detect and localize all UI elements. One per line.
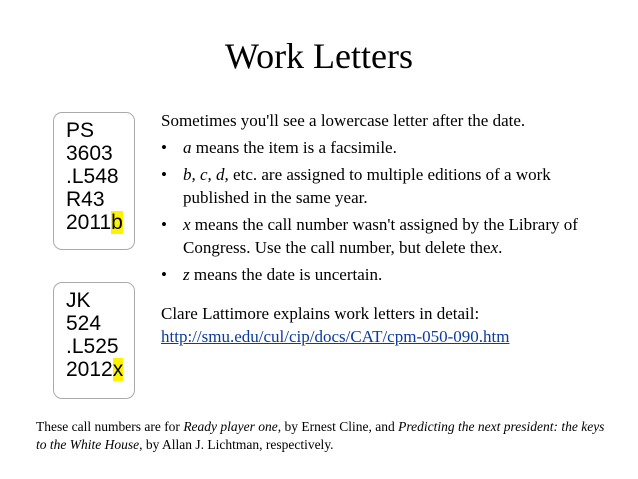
call-number-line: .L525 (66, 335, 119, 358)
call-number-date-line (66, 358, 134, 381)
bullet-text: means the call number wasn't assigned by the Library of Congress. Use the call number, but delete the (183, 215, 578, 257)
footnote-title-1: Ready player one (183, 419, 278, 434)
bullet-text: etc. are assigned to multiple editions of a work published in the same year. (183, 165, 551, 207)
call-number-date: 2012 (66, 358, 113, 381)
call-number-date: 2011 (66, 211, 112, 234)
call-number-line: 524 (66, 312, 102, 335)
call-number-line: 3603 (66, 142, 113, 165)
call-number-label-2 (53, 282, 135, 399)
explain-paragraph (161, 302, 621, 348)
footnote-text: , by Allan J. Lichtman, respectively. (139, 437, 334, 452)
call-number-line: PS (66, 119, 95, 142)
bullet-lead: z (183, 265, 190, 284)
bullet-lead: x (183, 215, 191, 234)
bullet-text: means the item is a facsimile. (191, 138, 397, 157)
slide-title: Work Letters (224, 36, 414, 76)
bullet-item-a (161, 136, 621, 159)
bullet-tail: . (498, 238, 503, 257)
call-number-date-line (66, 211, 134, 234)
footnote-title-2: Predicting the next president: the keys to the White House (36, 419, 605, 452)
slide-body (161, 109, 621, 348)
bullet-text: means the date is uncertain. (189, 265, 383, 284)
bullet-lead: b, c, d, (183, 165, 229, 184)
footnote-text: , by Ernest Cline, and (277, 419, 399, 434)
bullet-item-x (161, 213, 621, 259)
explain-text: Clare Lattimore explains work letters in detail: (161, 304, 480, 323)
call-number-line: .L548 (66, 165, 119, 188)
bullet-marker: • (161, 215, 167, 234)
work-letter-highlight: b (111, 211, 123, 234)
bullet-marker: • (161, 265, 167, 284)
bullet-lead: a (183, 138, 192, 157)
call-number-label-1 (53, 112, 135, 250)
footnote (36, 418, 616, 454)
bullet-marker: • (161, 165, 167, 184)
bullet-item-bcd (161, 163, 621, 209)
bullet-marker: • (161, 138, 167, 157)
bullet-item-z (161, 263, 621, 286)
footnote-text: These call numbers are for (36, 419, 184, 434)
call-number-line: R43 (66, 188, 105, 211)
work-letter-highlight: x (112, 358, 124, 381)
intro-text: Sometimes you'll see a lowercase letter after the date. (161, 111, 526, 130)
bullet-list (161, 136, 621, 286)
call-number-line: JK (66, 289, 91, 312)
reference-link[interactable]: http://smu.edu/cul/cip/docs/CAT/cpm-050-090.htm (161, 327, 510, 346)
bullet-tail-italic: x (490, 238, 499, 257)
